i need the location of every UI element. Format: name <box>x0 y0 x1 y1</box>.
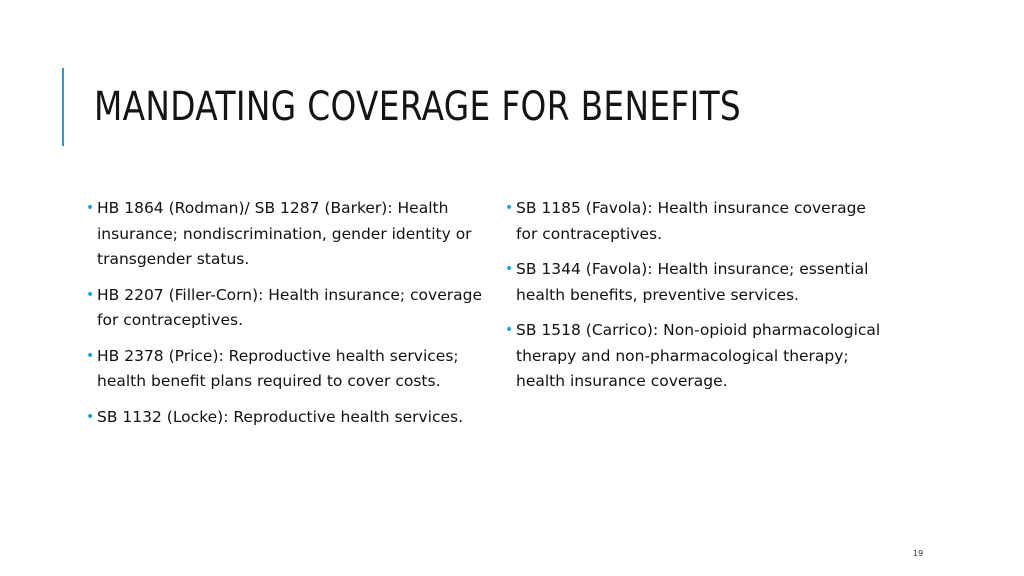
page-number: 19 <box>913 549 924 558</box>
bullet-item <box>505 257 885 308</box>
bullet-text: HB 2378 (Price): Reproductive health services; health benefit plans required to cover costs. <box>97 346 459 390</box>
bullet-item <box>86 283 496 334</box>
bullet-item <box>505 196 885 247</box>
bullet-item <box>86 344 496 395</box>
slide-title: MANDATING COVERAGE FOR BENEFITS <box>94 84 742 130</box>
bullet-item <box>86 405 496 431</box>
bullet-text: SB 1132 (Locke): Reproductive health services. <box>97 407 464 426</box>
bullet-icon: • <box>505 261 514 277</box>
bullet-icon: • <box>86 286 95 303</box>
bullet-icon: • <box>505 322 514 338</box>
bullet-item <box>505 318 885 395</box>
bullet-text: SB 1185 (Favola): Health insurance coverage for contraceptives. <box>516 199 866 243</box>
bullet-icon: • <box>505 200 514 216</box>
bullet-icon: • <box>86 200 95 216</box>
bullet-text: HB 2207 (Filler-Corn): Health insurance; coverage for contraceptives. <box>97 285 482 329</box>
bullet-text: SB 1344 (Favola): Health insurance; essential health benefits, preventive services. <box>516 260 869 304</box>
left-bullet-list <box>86 196 496 440</box>
bullet-text: HB 1864 (Rodman)/ SB 1287 (Barker): Health insurance; nondiscrimination, gender identity or transgender status. <box>97 199 472 268</box>
right-bullet-list <box>505 196 885 405</box>
bullet-icon: • <box>86 347 95 364</box>
title-accent-bar <box>62 68 64 146</box>
bullet-item <box>86 196 496 273</box>
bullet-icon: • <box>86 408 95 425</box>
bullet-text: SB 1518 (Carrico): Non-opioid pharmacological therapy and non-pharmacological therapy; health insurance coverage. <box>516 321 881 390</box>
